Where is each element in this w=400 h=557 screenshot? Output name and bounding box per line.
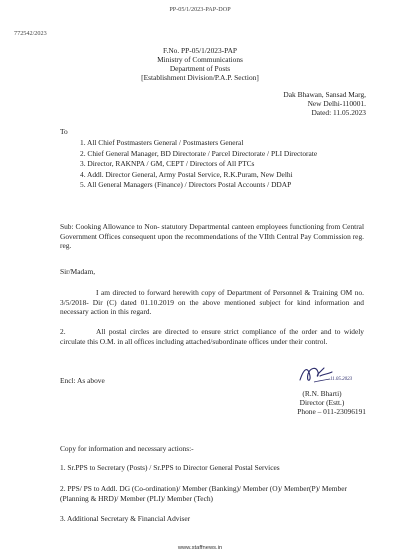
recipient-list xyxy=(80,138,365,191)
paragraph-2: All postal circles are directed to ensure strict compliance of the order and to widely circulate this O.M. in all offices including attached/subordinate offices under their control. xyxy=(60,327,364,346)
date-line: Dated: 11.05.2023 xyxy=(311,108,366,117)
enclosure: Encl: As above xyxy=(60,376,105,385)
signatory-name: (R.N. Bharti) xyxy=(302,389,342,398)
salutation: Sir/Madam, xyxy=(60,267,96,276)
subject: Sub: Cooking Allowance to Non- statutory Departmental canteen employees functioning from Central Government Offices consequent upon the recommendations of the VIIth Central Pay Commission reg. reg. xyxy=(60,222,364,251)
recipient-item: 2. Chief General Manager, BD Directorate / Parcel Directorate / PLI Directorate xyxy=(80,148,318,158)
copy-intro: Copy for information and necessary actions:- xyxy=(60,444,194,453)
department-name: Department of Posts xyxy=(169,64,231,73)
paragraph-1: I am directed to forward herewith copy of Department of Personnel & Training OM no. 3/5/2018- Dir (C) dated 01.10.2019 on the above mentioned subject for kind information and necessary action in this regard. xyxy=(60,288,364,317)
signatory-phone: Phone – 011-23096191 xyxy=(297,407,366,416)
footer-url: www.staffnews.in xyxy=(177,545,223,551)
copy-item-1: 1. Sr.PPS to Secretary (Posts) / Sr.PPS to Director General Postal Services xyxy=(60,463,280,472)
recipient-item: 4. Addl. Director General, Army Postal Service, R.K.Puram, New Delhi xyxy=(80,169,293,179)
paragraph-2-number: 2. xyxy=(60,327,66,336)
signature-date: 11.05.2023 xyxy=(330,377,353,382)
ministry-name: Ministry of Communications xyxy=(157,55,243,64)
address-line-1: Dak Bhawan, Sansad Marg, xyxy=(283,90,366,99)
division-name: [Establishment Division/P.A.P. Section] xyxy=(141,73,259,82)
to-label: To xyxy=(60,127,68,136)
recipient-item: 3. Director, RAKNPA / GM, CEPT / Directors of All PTCs xyxy=(80,159,255,169)
side-number: 772542/2023 xyxy=(14,30,47,37)
recipient-item: 5. All General Managers (Finance) / Directors Postal Accounts / DDAP xyxy=(80,180,292,190)
signatory-designation: Director (Estt.) xyxy=(299,398,345,407)
copy-item-3: 3. Additional Secretary & Financial Adviser xyxy=(60,514,191,523)
top-reference: PP-05/1/2023-PAP-DOP xyxy=(169,6,231,13)
copy-item-2: 2. PPS/ PS to Addl. DG (Co-ordination)/ Member (Banking)/ Member (O)/ Member(P)/ Member (Planning & HRD)/ Member (PLI)/ Member (Tech) xyxy=(60,484,347,503)
file-number: F.No. PP-05/1/2023-PAP xyxy=(162,46,238,55)
recipient-item: 1. All Chief Postmasters General / Postmasters General xyxy=(80,138,244,147)
address-line-2: New Delhi-110001. xyxy=(307,99,366,108)
